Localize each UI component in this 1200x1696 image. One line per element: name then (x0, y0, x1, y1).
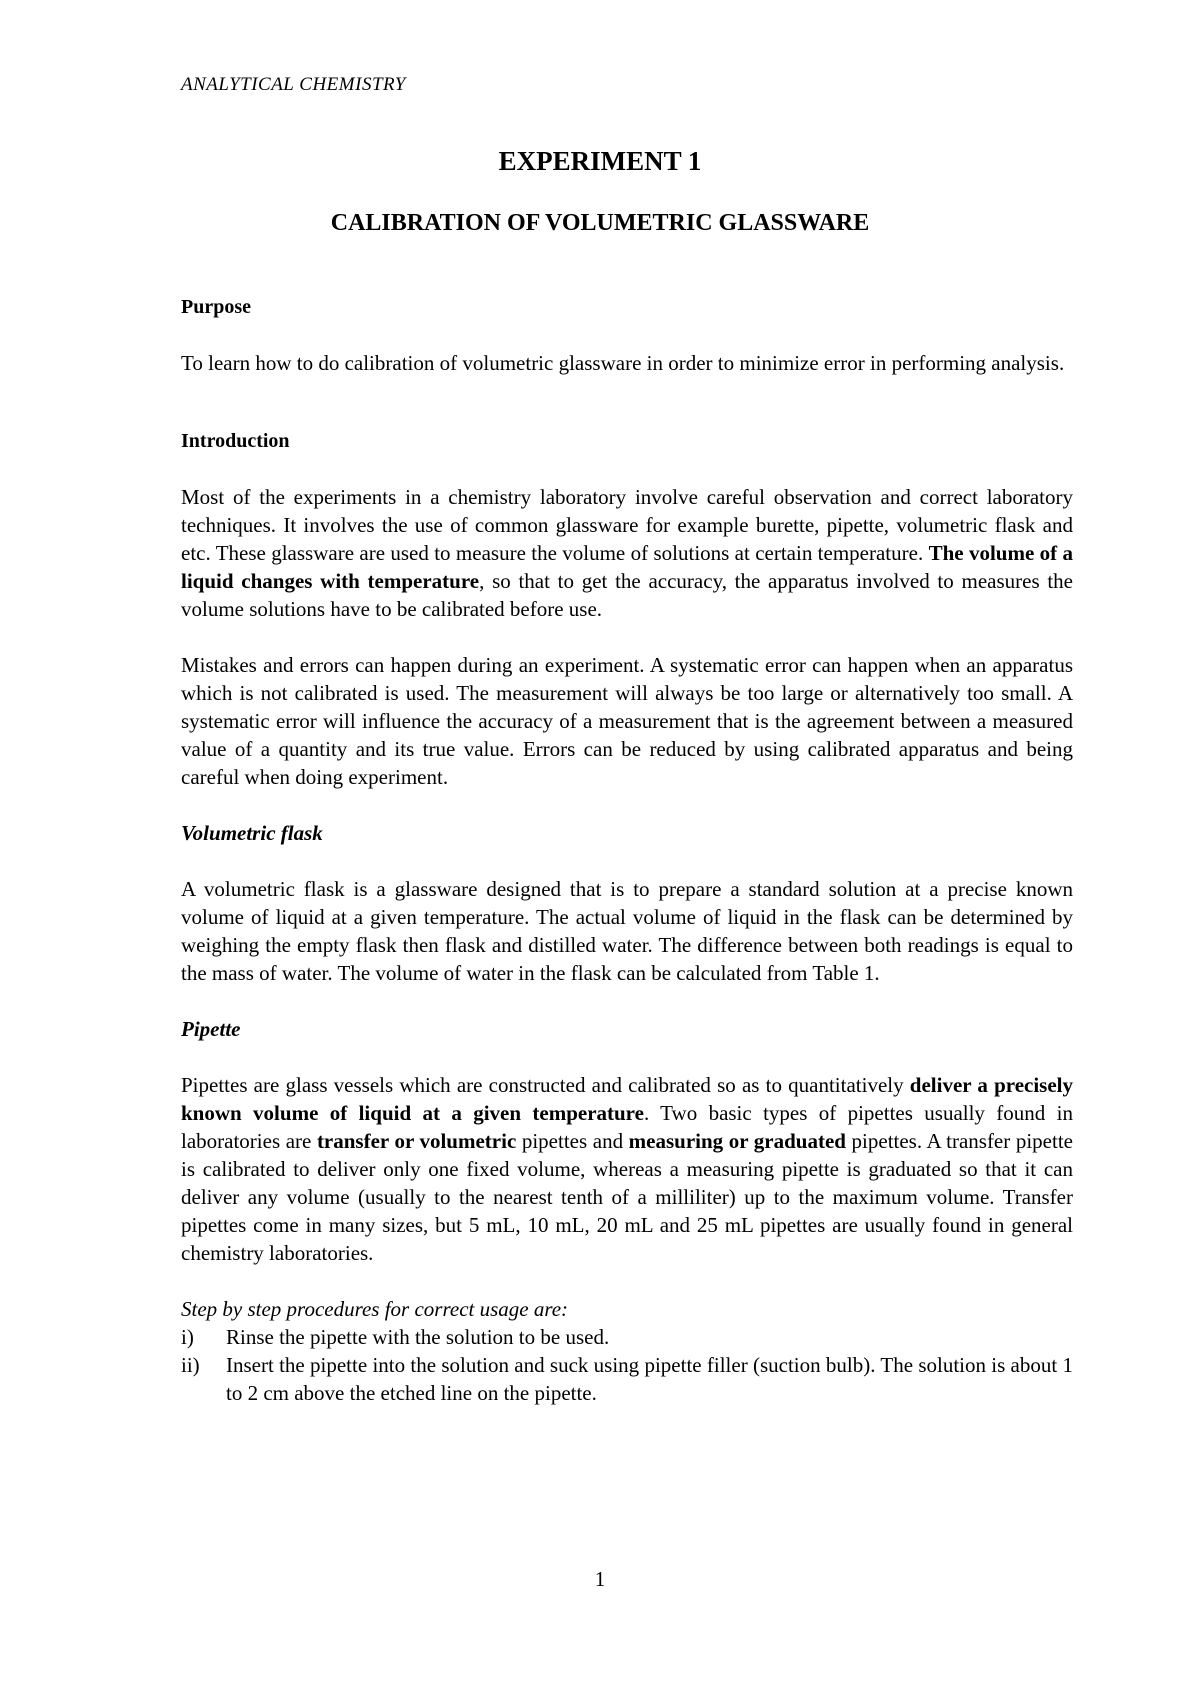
purpose-heading: Purpose (181, 296, 251, 318)
introduction-paragraph-2: Mistakes and errors can happen during an experiment. A systematic error can happen when an apparatus which is not calibrated is used. The measurement will always be too large or alternatively too small. A systematic error will influence the accuracy of a measurement that is the agreement between a measured value of a quantity and its true value. Errors can be reduced by using calibrated apparatus and being careful when doing experiment. (181, 653, 1073, 789)
introduction-heading: Introduction (181, 430, 290, 452)
list-item: ii) Insert the pipette into the solution and suck using pipette filler (suction bulb). The solution is about 1 to 2 cm above the etched line on the pipette. (181, 1353, 1073, 1405)
pipette-paragraph: Pipettes are glass vessels which are constructed and calibrated so as to quantitatively deliver a precisely known volume of liquid at a given temperature. Two basic types of pipettes usually found in laboratories are transfer or volumetric pipettes and measuring or graduated pipettes. A transfer pipette is calibrated to deliver only one fixed volume, whereas a measuring pipette is graduated so that it can deliver any volume (usually to the nearest tenth of a milliliter) up to the maximum volume. Transfer pipettes come in many sizes, but 5 mL, 10 mL, 20 mL and 25 mL pipettes are usually found in general chemistry laboratories. (181, 1073, 1073, 1265)
steps-list (181, 1323, 1073, 1407)
document-body (181, 293, 1073, 1407)
experiment-number: EXPERIMENT 1 (498, 146, 702, 176)
pipette-heading: Pipette (181, 1017, 241, 1041)
list-item: i) Rinse the pipette with the solution to be used. (181, 1325, 610, 1349)
steps-intro: Step by step procedures for correct usage are: (181, 1297, 569, 1321)
purpose-text: To learn how to do calibration of volumetric glassware in order to minimize error in performing analysis. (181, 351, 1065, 375)
volumetric-flask-heading: Volumetric flask (181, 821, 323, 845)
volumetric-flask-text: A volumetric flask is a glassware designed that is to prepare a standard solution at a precise known volume of liquid at a given temperature. The actual volume of liquid in the flask can be determined by weighing the empty flask then flask and distilled water. The difference between both readings is equal to the mass of water. The volume of water in the flask can be calculated from Table 1. (181, 877, 1073, 985)
running-header: ANALYTICAL CHEMISTRY (181, 74, 406, 95)
experiment-title: CALIBRATION OF VOLUMETRIC GLASSWARE (330, 210, 870, 236)
emphasis-text: The volume of a liquid changes with temperature (181, 541, 1073, 593)
introduction-paragraph-1: Most of the experiments in a chemistry laboratory involve careful observation and correct laboratory techniques. It involves the use of common glassware for example burette, pipette, volumetric flask and etc. These glassware are used to measure the volume of solutions at certain temperature. The volume of a liquid changes with temperature, so that to get the accuracy, the apparatus involved to measures the volume solutions have to be calibrated before use. (181, 485, 1073, 621)
page-number: 1 (594, 1567, 606, 1591)
